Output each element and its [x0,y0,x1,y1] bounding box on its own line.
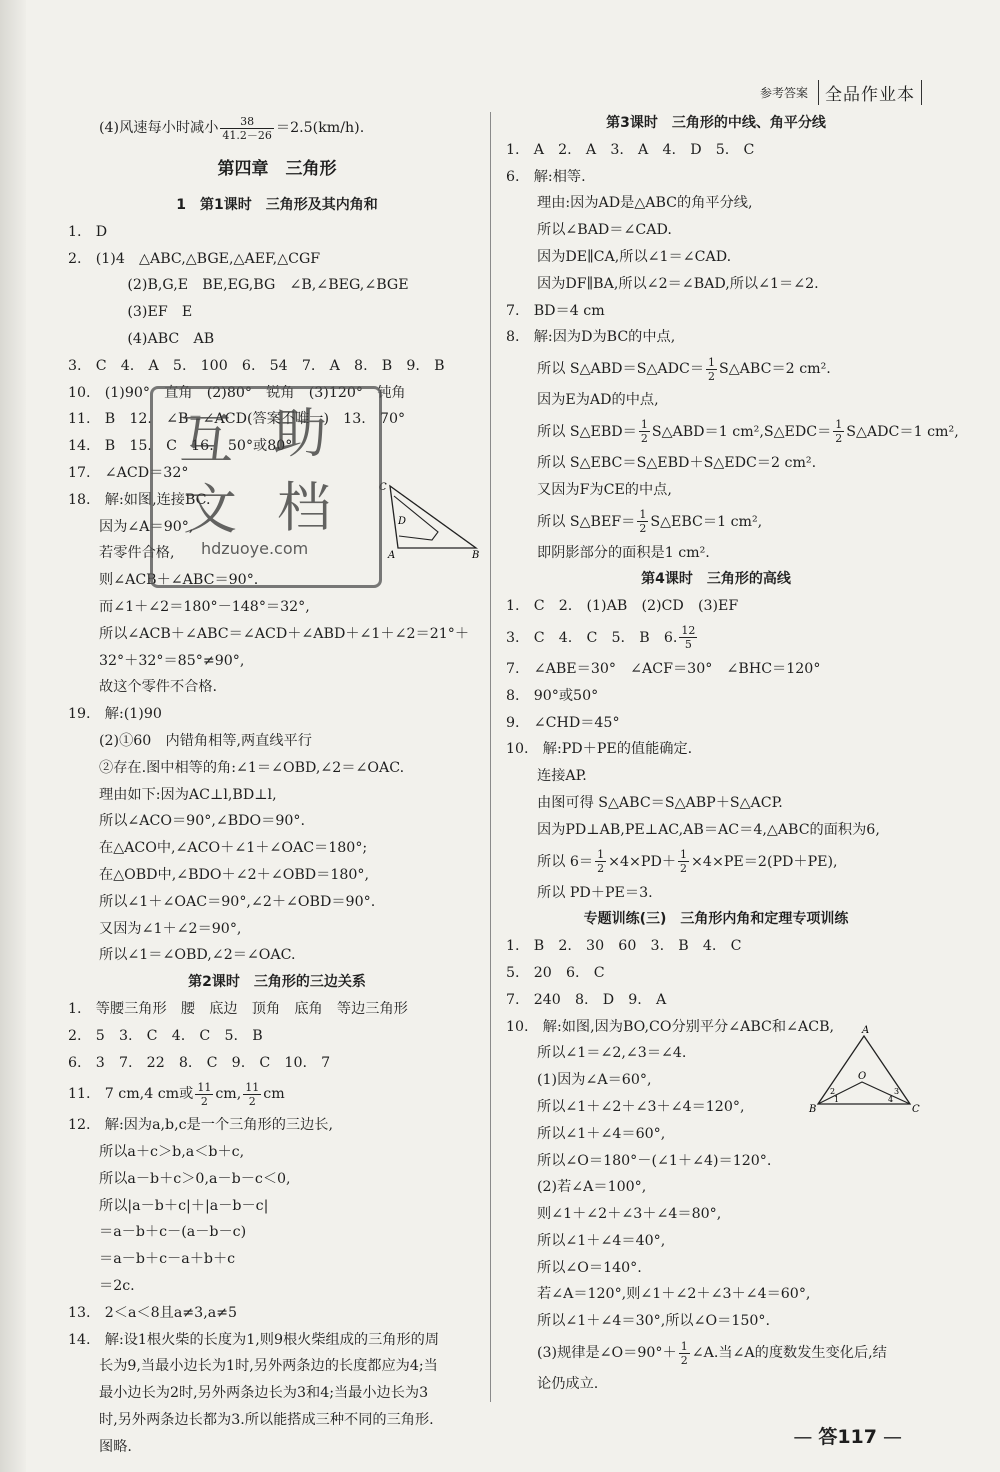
answer-line: 17. ∠ACD＝32° [68,464,189,481]
text: cm [263,1086,285,1103]
answer-rule-line [506,1335,926,1371]
fraction-half [639,418,650,445]
fraction-half [679,1340,690,1367]
answer-line: 14. B 15. C 16. 50°或80° [68,438,293,455]
numerator: 1 [680,848,688,862]
answer-line: 3. C 4. A 5. 100 6. 54 7. A 8. B 9. B [68,357,445,374]
text: cm, [215,1086,242,1103]
answer-line: 所以∠1＋∠4＝40°, [537,1232,666,1249]
fraction-half [678,848,689,875]
answer-line: 最小边长为2时,另外两条边长为3和4;当最小边长为3 [99,1385,429,1402]
answer-4-1: 1. C 2. (1)AB (2)CD (3)EF [506,598,739,615]
text: 所以 S△BEF＝ [537,513,636,530]
answer-line: 所以a－b＋c＞0,a－b－c＜0, [99,1170,291,1187]
numerator: 1 [680,1339,688,1353]
answer-line: (3)EF E [99,304,193,321]
answer-line: ＝a－b＋c－a＋b＋c [99,1251,236,1268]
page-header [760,80,922,105]
answer-line: 10. (1)90° 直角 (2)80° 锐角 (3)120° 钝角 [68,384,406,401]
answer-rule-end: 论仍成立. [537,1376,599,1393]
denominator: 41.2－26 [222,128,272,142]
text: 11. 7 cm,4 cm或 [68,1086,194,1103]
answer-line: 由图可得 S△ABC＝S△ABP＋S△ACP. [537,794,783,811]
answer-8-line-g: 即阴影部分的面积是1 cm². [537,544,710,561]
denominator: 2 [835,432,843,446]
answer-line: 若零件合格, [99,545,175,562]
answer-line: 则∠ACB＋∠ABC＝90°. [99,572,259,589]
text: S△ABC＝2 cm². [719,361,831,378]
answer-line: 所以∠1＋∠4＝60°, [537,1125,666,1142]
section-title-1: 1 第1课时 三角形及其内角和 [176,197,378,213]
answer-line: 则∠1＋∠2＋∠3＋∠4＝80°, [537,1206,722,1223]
answer-line: 13. 2＜a＜8且a≠3,a≠5 [68,1304,238,1321]
answer-line: 所以|a－b＋c|＋|a－b－c| [99,1197,269,1214]
answer-line: 所以∠1＋∠4＝30°,所以∠O＝150°. [537,1313,770,1330]
answer-8-line-a [506,351,926,387]
answer-line: ②存在.图中相等的角:∠1＝∠OBD,∠2＝∠OAC. [99,759,405,776]
answer-line: 1. A 2. A 3. A 4. D 5. C [506,141,755,158]
answer-line: 5. 20 6. C [506,964,605,981]
answer-line: 在△ACO中,∠ACO＋∠1＋∠OAC＝180°; [99,840,368,857]
answer-10-line [506,844,926,880]
answer-line: 6. 3 7. 22 8. C 9. C 10. 7 [68,1054,331,1071]
answer-line: 10. 解:PD＋PE的值能确定. [506,741,693,758]
answer-line: (2)①60 内错角相等,两直线平行 [99,732,312,749]
fraction-half [706,356,717,383]
section-2-answers-cont [68,1112,486,1460]
numerator: 11 [245,1080,260,1094]
text: ×4×PD＋ [608,853,677,870]
answer-8-line-f [506,504,926,540]
numerator: 1 [597,848,605,862]
answer-line: 连接AP. [537,768,587,785]
figure-10 [806,1024,924,1118]
answer-line: 1. B 2. 30 60 3. B 4. C [506,938,742,955]
footer-dash: — [793,1426,813,1448]
answer-line: 因为DE∥CA,所以∠1＝∠CAD. [537,248,732,265]
label-1: 1 [834,1095,840,1104]
denominator: 2 [680,862,688,876]
answer-line: 32°＋32°＝85°≠90°, [99,652,245,669]
answer-line: 因为DF∥BA,所以∠2＝∠BAD,所以∠1＝∠2. [537,275,819,292]
answer-line: 2. 5 3. C 4. C 5. B [68,1027,263,1044]
numerator: 1 [708,355,716,369]
answer-8-line-e: 又因为F为CE的中点, [537,481,672,498]
answer-line: 所以∠ACO＝90°,∠BDO＝90°. [99,813,306,830]
answer-line: 1. D [68,223,108,240]
answer-line: 19. 解:(1)90 [68,706,162,723]
answer-line: 8. 解:因为D为BC的中点, [506,329,676,346]
text: ∠A.当∠A的度数发生变化后,结 [691,1345,887,1362]
section-5-answers [506,933,926,1335]
fraction [243,1081,261,1108]
numerator: 38 [220,115,274,129]
answer-10-end: 所以 PD＋PE＝3. [537,884,653,901]
text: 所以 6＝ [537,853,594,870]
label-c: C [379,482,387,493]
answer-line: 2. (1)4 △ABC,△BGE,△AEF,△CGF [68,250,321,267]
answer-line: 7. ∠ABE＝30° ∠ACF＝30° ∠BHC＝120° [506,660,821,677]
text: S△ABD＝1 cm²,S△EDC＝ [651,423,832,440]
fraction [195,1081,213,1108]
numerator: 1 [640,418,648,432]
section-1-answers [68,219,486,969]
answer-line: 18. 解:如图,连接BC. [68,491,211,508]
watermark-stamp [150,386,382,588]
section-3-answers [506,137,926,351]
answer-line: 理由如下:因为AC⊥l,BD⊥l, [99,786,277,803]
page-footer [787,1422,908,1449]
answer-line: 所以∠BAD＝∠CAD. [537,222,672,239]
label-d: D [398,516,407,527]
answer-line: 在△OBD中,∠BDO＋∠2＋∠OBD＝180°, [99,866,370,883]
answer-line: 7. BD＝4 cm [506,302,605,319]
answer-line: 所以∠ACB＋∠ABC＝∠ACD＋∠ABD＋∠1＋∠2＝21°＋ [99,625,470,642]
watermark-char: 档 [277,476,331,539]
fraction-half [637,508,648,535]
answer-line: 所以∠O＝180°－(∠1＋∠4)＝120°. [537,1152,772,1169]
denominator: 2 [248,1094,256,1108]
text: S△ADC＝1 cm², [846,423,959,440]
denominator: 5 [684,638,692,652]
fraction [679,624,697,651]
text: S△EBC＝1 cm², [650,513,763,530]
section-title-5: 专题训练(三) 三角形内角和定理专项训练 [583,911,849,928]
answer-line: 所以∠1＋∠2＋∠3＋∠4＝120°, [537,1098,745,1115]
numerator: 1 [835,418,843,432]
answer-line: 故这个零件不合格. [99,679,218,696]
answer-line: 所以∠1＋∠OAC＝90°,∠2＋∠OBD＝90°. [99,893,376,910]
answer-line: 所以a＋c＞b,a＜b＋c, [99,1144,245,1161]
answer-line: 又因为∠1＋∠2＝90°, [99,920,242,937]
answer-8-line-b: 因为E为AD的中点, [537,392,659,409]
label-b: B [809,1104,817,1115]
answer-line: 因为PD⊥AB,PE⊥AC,AB＝AC＝4,△ABC的面积为6, [537,821,880,838]
text: 3. C 4. C 5. B 6. [506,629,678,646]
answer-11-line [68,1076,486,1112]
answer-line: 14. 解:设1根火柴的长度为1,则9根火柴组成的三角形的周 [68,1331,440,1348]
watermark-char: 助 [273,402,327,465]
denominator: 2 [680,1353,688,1367]
page-number: 答117 [818,1426,877,1448]
footer-dash: — [883,1426,902,1448]
section-2-answers [68,996,486,1076]
section-title-3: 第3课时 三角形的中线、角平分线 [606,115,826,131]
answer-8-line-c [506,414,959,450]
answer-line: 9. ∠CHD＝45° [506,714,620,731]
answer-line: (1)因为∠A＝60°, [537,1072,652,1089]
text: 所以 S△ABD＝S△ADC＝ [537,361,705,378]
watermark-char: 文 [183,478,237,541]
answer-line: 因为∠A＝90°, [99,518,194,535]
scan-edge [0,0,26,1472]
fraction-half [833,418,844,445]
answer-line: (2)B,G,E BE,EG,BG ∠B,∠BEG,∠BGE [99,277,409,294]
numerator: 11 [197,1080,212,1094]
answer-line: 10. 解:如图,因为BO,CO分别平分∠ABC和∠ACB, [506,1018,835,1035]
answer-line: ＝2c. [99,1278,135,1295]
answer-line: 11. B 12. ∠B＝∠ACD(答案不唯一) 13. 70° [68,411,406,428]
answer-line: 长为9,当最小边长为1时,另外两条边的长度都应为4;当 [99,1358,438,1375]
label-3: 3 [894,1087,900,1096]
answer-line: 1. 等腰三角形 腰 底边 顶角 底角 等边三角形 [68,1000,408,1017]
text: (4)风速每小时减小 [99,120,219,136]
label-b: B [472,550,480,561]
right-column [506,110,959,1398]
text: (3)规律是∠O＝90°＋ [537,1345,677,1362]
answer-line: 7. 240 8. D 9. A [506,991,667,1008]
answer-line: 8. 90°或50° [506,687,599,704]
label-o: O [858,1071,867,1082]
answer-line: 而∠1＋∠2＝180°－148°＝32°, [99,598,310,615]
answer-line: 所以∠1＝∠2,∠3＝∠4. [537,1045,687,1062]
label-c: C [912,1104,920,1115]
column-divider [490,112,491,1402]
answer-line: 若∠A＝120°,则∠1＋∠2＋∠3＋∠4＝60°, [537,1286,811,1303]
answer-line: (4)ABC AB [99,330,215,347]
label-a: A [388,550,396,561]
numerator: 1 [639,508,647,522]
answer-line: 时,另外两条边长都为3.所以能搭成三种不同的三角形. [99,1412,434,1429]
label-2: 2 [830,1087,836,1096]
section-4-answers [506,656,926,844]
denominator: 2 [708,369,716,383]
answer-line: 6. 解:相等. [506,168,586,185]
numerator: 12 [681,624,696,638]
header-label: 参考答案 [759,86,808,100]
fraction-half [595,848,606,875]
watermark-url: hdzuoye.com [201,539,309,558]
answer-line: (2)若∠A＝100°, [537,1179,647,1196]
denominator: 2 [200,1094,208,1108]
wind-speed-line [68,110,486,146]
fraction [220,115,274,142]
answer-8-line-d: 所以 S△EBC＝S△EBD＋S△EDC＝2 cm². [537,454,817,471]
answer-line: 12. 解:因为a,b,c是一个三角形的三边长, [68,1117,333,1134]
section-title-4: 第4课时 三角形的高线 [641,571,791,588]
answer-4-3 [506,620,926,656]
section-title-2: 第2课时 三角形的三边关系 [188,974,366,991]
answer-line: 所以∠O＝140°. [537,1259,642,1276]
answer-line: ＝a－b＋c－(a－b－c) [99,1224,247,1241]
text: 所以 S△EBD＝ [537,423,637,440]
figure-18 [376,478,484,562]
watermark-char: 互 [179,408,233,471]
denominator: 2 [640,432,648,446]
left-column [68,110,486,1461]
answer-line: 所以∠1＝∠OBD,∠2＝∠OAC. [99,947,296,964]
denominator: 2 [639,522,647,536]
answer-line: 图略. [99,1438,132,1455]
label-a: A [862,1025,870,1036]
header-brand: 全品作业本 [818,80,922,105]
chapter-title: 第四章 三角形 [217,159,337,179]
text: ＝2.5(km/h). [275,120,365,136]
answer-line: 理由:因为AD是△ABC的角平分线, [537,195,753,212]
text: ×4×PE＝2(PD＋PE), [691,853,838,870]
label-4: 4 [888,1095,894,1104]
denominator: 2 [597,862,605,876]
